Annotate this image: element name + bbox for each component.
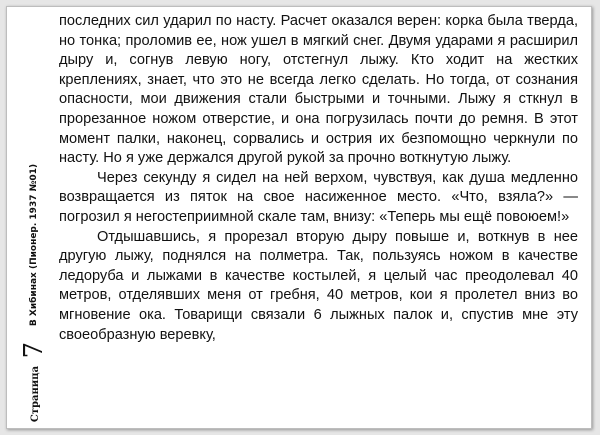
running-header: В Хибинах (Пионер. 1937 №01) bbox=[29, 163, 39, 327]
paragraph-1: последних сил ударил по насту. Расчет оказался верен: корка была тверда, но тонка; проломив ее, нож ушел в мягкий снег. Двумя ударами я расширил дыру и, согнув левую ногу, отстегнул лыжу. Кто ходит на жестких креплениях, знает, что это не всегда легко сделать. Но тогда, от сознания опасности, мои движения стали быстрыми и точными. Лыжу я сткнул в прорезанное ножом отверстие, и она погрузилась почти до ремня. В этот момент палки, наконец, сорвались и острия их безпомощно черкнули по насту. Но я уже держался другой рукой за прочно воткнутую лыжу. bbox=[59, 13, 578, 167]
page-margin bbox=[7, 7, 59, 428]
article-body bbox=[59, 12, 578, 345]
document-page bbox=[6, 6, 592, 429]
page-number-label bbox=[19, 342, 49, 422]
page-label: Страница bbox=[30, 365, 41, 423]
paragraph-2: Через секунду я сидел на ней верхом, чувствуя, как душа медленно возвращается из пяток на свое насиженное место. «Что, взяла?» — погрозил я негостеприимной скале там, внизу: «Теперь мы ещё повоюем!» bbox=[59, 169, 578, 225]
page-number: 7 bbox=[19, 341, 49, 359]
paragraph-3: Отдышавшись, я прорезал вторую дыру повыше и, воткнув в нее другую лыжу, поднялся на полметра. Так, пользуясь ножом в качестве ледоруба и лыжами в качестве костылей, я целый час преодолевал 40 метров, отделявших меня от гребня, 40 метров, кои я пролетел вниз во мгновение ока. Товарищи связали 6 лыжных палок и, спустив мне эту своеобразную веревку, bbox=[59, 228, 578, 343]
